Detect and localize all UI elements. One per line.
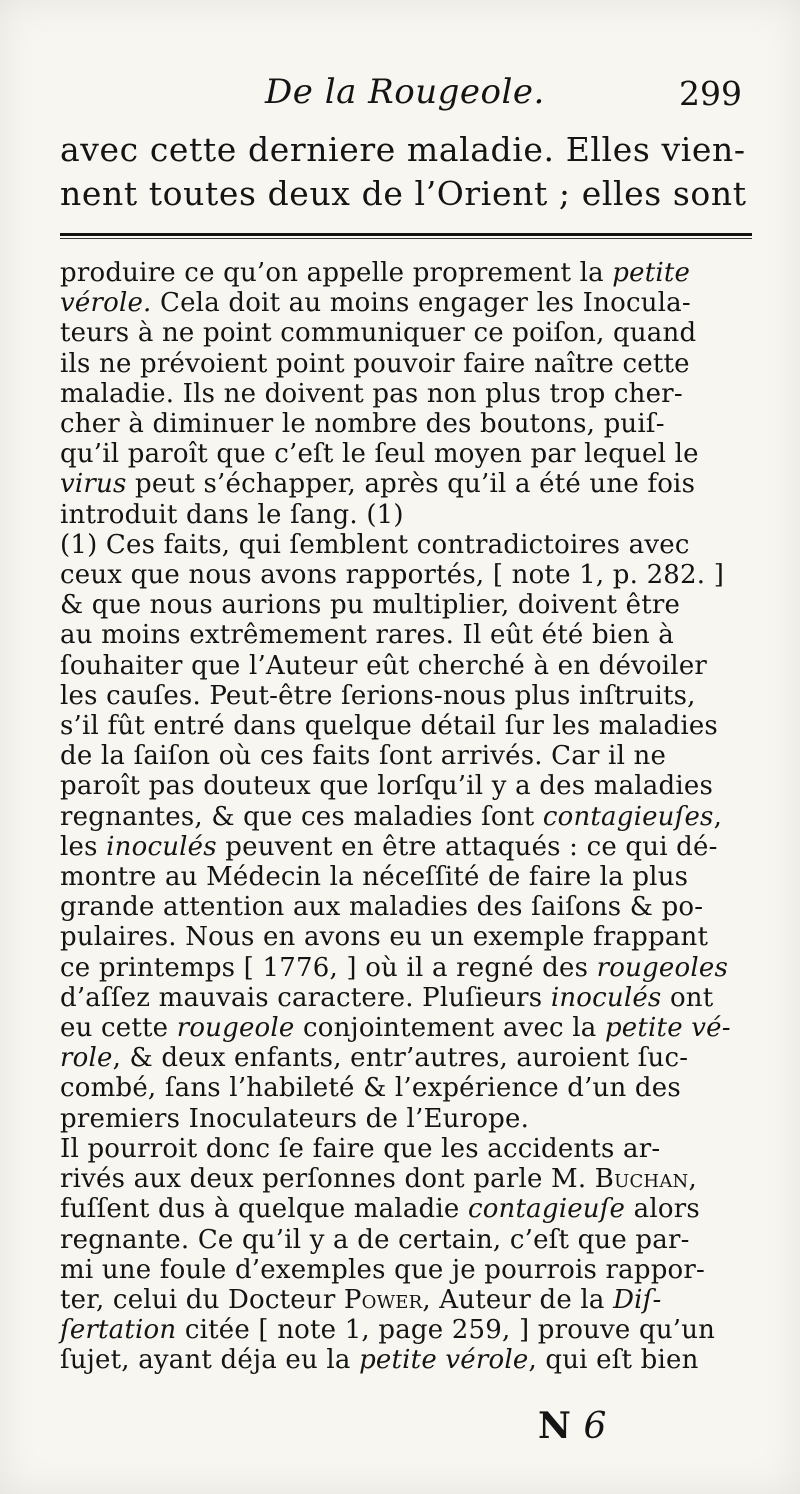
text-line (60, 1134, 750, 1164)
text-line (60, 318, 750, 348)
text-segment: grande attention aux maladies des ſaiſons & po- (60, 892, 704, 923)
italic-text: petite vérole (359, 1345, 529, 1376)
text-segment: cher à diminuer le nombre des boutons, puiſ- (60, 409, 665, 440)
text-line (60, 1073, 750, 1103)
italic-text: inoculés (106, 831, 217, 862)
text-line (60, 500, 750, 530)
text-line (60, 1225, 750, 1255)
top-text-block (60, 128, 750, 216)
horizontal-rule (60, 233, 752, 239)
signature-number: 6 (583, 1406, 607, 1447)
text-segment: , qui eſt bien (528, 1345, 699, 1376)
text-segment: montre au Médecin la néceſſité de faire la plus (60, 862, 689, 893)
text-line (60, 1345, 750, 1375)
text-line (60, 1255, 750, 1285)
text-segment: qu’il paroît que c’eſt le ſeul moyen par lequel le (60, 439, 699, 470)
text-segment: & que nous aurions pu multiplier, doivent être (60, 590, 681, 621)
small-caps-name: Power (343, 1284, 423, 1315)
text-line (60, 862, 750, 892)
text-segment: produire ce qu’on appelle proprement la (60, 258, 613, 288)
text-segment: , (688, 1164, 697, 1195)
signature-letter: N (538, 1405, 571, 1447)
text-line (60, 1315, 750, 1345)
body-text-block (60, 258, 750, 1376)
signature-mark (538, 1405, 606, 1447)
italic-text: Diſ- (613, 1284, 662, 1315)
text-line (60, 1285, 750, 1315)
text-line (60, 771, 750, 801)
running-title: De la Rougeole. (265, 72, 545, 112)
text-line (60, 560, 750, 590)
italic-text: role (60, 1043, 113, 1074)
text-segment: ſujet, ayant déja eu la (60, 1345, 360, 1376)
text-segment: Cela doit au moins engager les Inocula- (151, 288, 691, 319)
text-segment: regnantes, & que ces maladies ſont (60, 801, 543, 832)
text-line (60, 530, 750, 560)
text-line (60, 1194, 750, 1224)
text-segment: ceux que nous avons rapportés, [ note 1, p. 282. ] (60, 560, 725, 591)
text-segment: alors (625, 1194, 700, 1225)
text-line (60, 439, 750, 469)
italic-text: ſertation (60, 1315, 177, 1346)
text-line (60, 953, 750, 983)
text-segment: d’aſſez mauvais caractere. Pluſieurs (60, 982, 551, 1013)
text-segment: , Auteur de la (422, 1284, 614, 1315)
text-segment: maladie. Ils ne doivent pas non plus trop cher- (60, 378, 683, 409)
text-segment: s’il fût entré dans quelque détail ſur les maladies (60, 711, 718, 742)
text-segment: ils ne prévoient point pouvoir faire naître cette (60, 348, 690, 379)
text-segment: pulaires. Nous en avons eu un exemple frappant (60, 922, 709, 953)
text-line (60, 892, 750, 922)
text-line (60, 983, 750, 1013)
text-segment: citée [ note 1, page 259, ] prouve qu’un (176, 1315, 716, 1346)
italic-text: rougeole (176, 1013, 295, 1044)
italic-text: rougeoles (596, 952, 728, 983)
text-line (60, 832, 750, 862)
text-line (60, 741, 750, 771)
italic-text: virus (60, 469, 127, 500)
text-segment: peuvent en être attaqués : ce qui dé- (216, 831, 718, 862)
text-segment: premiers Inoculateurs de l’Europe. (60, 1103, 530, 1134)
text-segment: eu cette (60, 1013, 177, 1044)
italic-text: contagieuſe (467, 1194, 626, 1225)
text-line (60, 681, 750, 711)
text-line (60, 590, 750, 620)
text-segment: les (60, 831, 107, 862)
text-segment: combé, ſans l’habileté & l’expérience d’un des (60, 1073, 681, 1104)
text-line (60, 620, 750, 650)
text-line (60, 258, 750, 288)
text-segment: ce printemps [ 1776, ] où il a regné des (60, 952, 597, 983)
text-line (60, 1043, 750, 1073)
text-segment: , & deux enfants, entr’autres, auroient ſuc- (112, 1043, 689, 1074)
text-segment: les cauſes. Peut-être ſerions-nous plus inſtruits, (60, 680, 696, 711)
text-segment: , (713, 801, 723, 832)
small-caps-name: Buchan (594, 1164, 689, 1195)
text-line (60, 469, 750, 499)
text-segment: teurs à ne point communiquer ce poiſon, quand (60, 318, 697, 349)
text-segment: mi une foule d’exemples que je pourrois rappor- (60, 1254, 706, 1285)
text-segment: de la ſaiſon où ces faits ſont arrivés. Car il ne (60, 741, 667, 772)
text-segment: au moins extrêmement rares. Il eût été bien à (60, 620, 674, 651)
italic-text: vérole. (60, 288, 152, 319)
italic-text: petite (612, 258, 691, 288)
text-segment: introduit dans le ſang. (1) (60, 499, 404, 530)
italic-text: petite vé- (604, 1013, 731, 1044)
text-segment: ſouhaiter que l’Auteur eût cherché à en dévoiler (60, 650, 708, 681)
text-line (60, 1104, 750, 1134)
page-number: 299 (679, 74, 742, 113)
text-line (60, 349, 750, 379)
page-header (60, 72, 742, 128)
text-line (60, 711, 750, 741)
text-segment: Il pourroit donc ſe faire que les accidents ar- (60, 1133, 661, 1164)
text-line (60, 1164, 750, 1194)
text-line (60, 409, 750, 439)
text-segment: (1) Ces faits, qui ſemblent contradictoires avec (60, 529, 690, 560)
text-segment: conjointement avec la (294, 1013, 605, 1044)
text-segment: regnante. Ce qu’il y a de certain, c’eſt que par- (60, 1224, 690, 1255)
text-segment: ter, celui du Docteur (60, 1284, 344, 1315)
text-line (60, 922, 750, 952)
text-line (60, 288, 750, 318)
text-line: avec cette derniere maladie. Elles vien- (60, 130, 746, 169)
text-line: nent toutes deux de l’Orient ; elles sont (60, 174, 747, 213)
text-line (60, 1013, 750, 1043)
text-line (60, 651, 750, 681)
text-line (60, 802, 750, 832)
italic-text: contagieuſes (542, 801, 714, 832)
text-segment: ont (661, 982, 714, 1013)
text-segment: paroît pas douteux que lorſqu’il y a des maladies (60, 771, 713, 802)
text-segment: peut s’échapper, après qu’il a été une fois (126, 469, 696, 500)
text-line (60, 379, 750, 409)
text-segment: fuſſent dus à quelque maladie (60, 1194, 468, 1225)
italic-text: inoculés (550, 982, 662, 1013)
text-segment: rivés aux deux perſonnes dont parle M. (60, 1164, 595, 1195)
